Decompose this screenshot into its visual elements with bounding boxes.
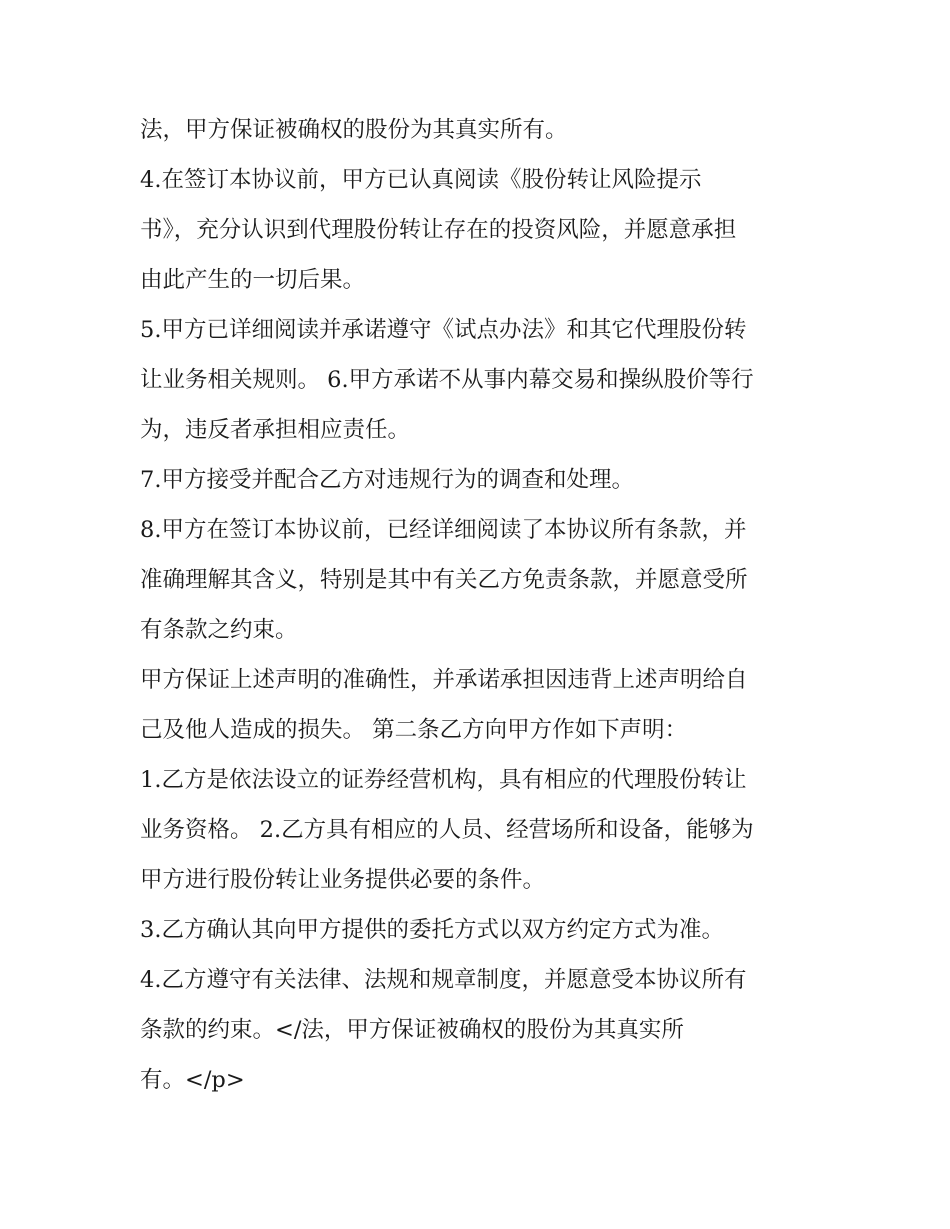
text-line: 法，甲方保证被确权的股份为其真实所有。 xyxy=(140,117,568,143)
text-line: 5.甲方已详细阅读并承诺遵守《试点办法》和其它代理股份转 xyxy=(140,317,747,343)
text-line: 4.在签订本协议前，甲方已认真阅读《股份转让风险提示 xyxy=(140,167,702,193)
text-line: 由此产生的一切后果。 xyxy=(140,267,366,293)
text-line: 让业务相关规则。 6.甲方承诺不从事内幕交易和操纵股价等行 xyxy=(140,367,754,393)
text-line: 有。</p> xyxy=(140,1067,245,1093)
text-line: 条款的约束。</法，甲方保证被确权的股份为其真实所 xyxy=(140,1017,684,1043)
text-line: 甲方保证上述声明的准确性，并承诺承担因违背上述声明给自 xyxy=(140,667,748,693)
text-line: 3.乙方确认其向甲方提供的委托方式以双方约定方式为准。 xyxy=(140,917,724,943)
text-line: 业务资格。 2.乙方具有相应的人员、经营场所和设备，能够为 xyxy=(140,817,754,843)
document-body xyxy=(140,105,820,1105)
text-line: 有条款之约束。 xyxy=(140,617,298,643)
text-line: 准确理解其含义，特别是其中有关乙方免责条款，并愿意受所 xyxy=(140,567,748,593)
text-line: 8.甲方在签订本协议前，已经详细阅读了本协议所有条款，并 xyxy=(140,517,747,543)
text-line: 1.乙方是依法设立的证券经营机构，具有相应的代理股份转让 xyxy=(140,767,747,793)
text-line: 为，违反者承担相应责任。 xyxy=(140,417,411,443)
text-line: 4.乙方遵守有关法律、法规和规章制度，并愿意受本协议所有 xyxy=(140,967,747,993)
text-line: 己及他人造成的损失。 第二条乙方向甲方作如下声明： xyxy=(140,717,688,743)
text-line: 7.甲方接受并配合乙方对违规行为的调查和处理。 xyxy=(140,467,634,493)
text-line: 书》，充分认识到代理股份转让存在的投资风险，并愿意承担 xyxy=(140,217,737,243)
text-line: 甲方进行股份转让业务提供必要的条件。 xyxy=(140,867,546,893)
